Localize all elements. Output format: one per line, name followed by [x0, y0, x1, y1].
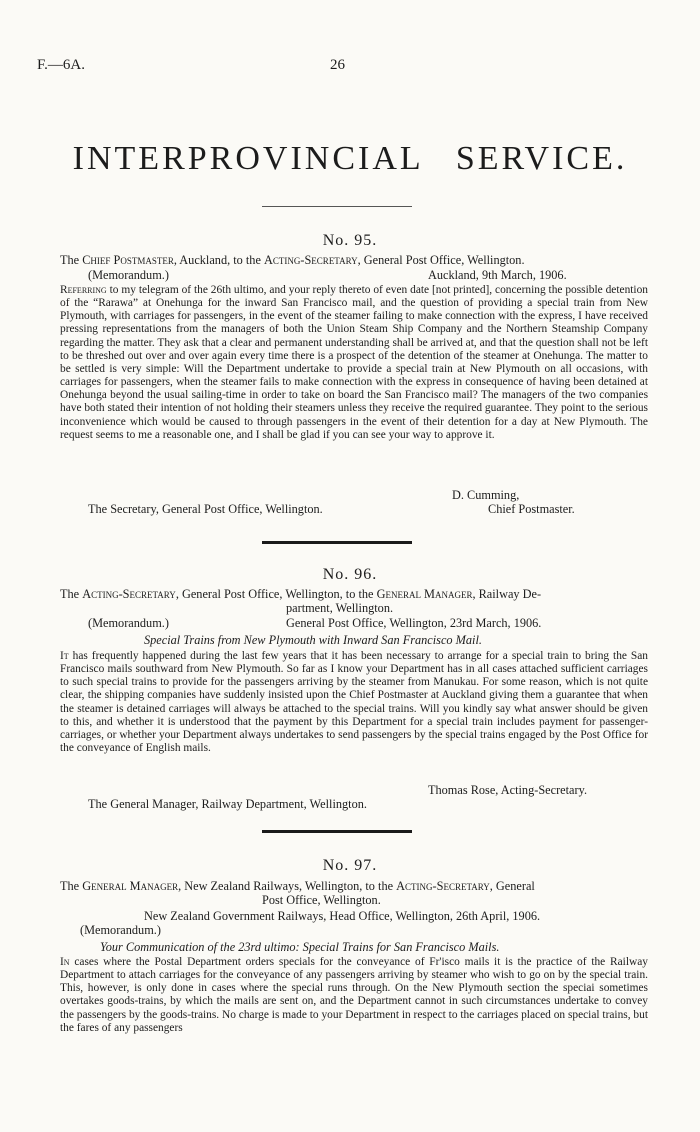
- title-divider: [262, 206, 412, 207]
- divider-96-97: [262, 830, 412, 833]
- letter-95-place-date: Auckland, 9th March, 1906.: [428, 268, 567, 282]
- letter-96-signature: Thomas Rose, Acting-Secretary.: [428, 783, 588, 797]
- letter-95-address: The Chief Postmaster, Auckland, to the Acting-Secretary, General Post Office, Wellington.: [60, 253, 525, 267]
- letter-97-subject: Your Communication of the 23rd ultimo: Special Trains for San Francisco Mails.: [100, 940, 500, 954]
- page-header-ref: F.—6A.: [37, 57, 85, 73]
- letter-97-address-line1: The General Manager, New Zealand Railways, Wellington, to the Acting-Secretary, General: [60, 879, 535, 893]
- letter-97-place-date: New Zealand Government Railways, Head Office, Wellington, 26th April, 1906.: [144, 909, 541, 923]
- letter-96-body: It has frequently happened during the last few years that it has been necessary to arrange for a special train to bring the San Francisco mails southward from New Plymouth. So far as I know your Department has in all cases attached sufficient carriages to such special trains to provide for the passengers arriving by the steamer from Manukau. For some reason, which is not quite clear, the shipping companies have suddenly insisted upon the Chief Postmaster at Auckland giving them a guarantee that when the steamer is detained carriages will always be attached to the special trains. Will you kindly say what answer should be given to this, and whether it is understood that the payment by this Department for a special train includes payment for passenger-carriages, or whether your Department always undertakes to send passengers by the special trains engaged by the Post Office for the conveyance of English mails.: [60, 650, 648, 755]
- letter-96-address-line2: partment, Wellington.: [286, 601, 394, 615]
- letter-95-recipient: The Secretary, General Post Office, Wellington.: [88, 502, 323, 516]
- letter-95-body: Referring to my telegram of the 26th ultimo, and your reply thereto of even date [not printed], concerning the possible detention of the “Rarawa” at Onehunga for the inward San Francisco mail, and the question of providing a special train from New Plymouth, with carriages for passengers, in the event of the steamer failing to make connection with the express, I have received pressing representations from the managers of both the Union Steam Ship Company and the Northern Steamship Company regarding the matter. They ask that a clear and permanent understanding shall be arrived at, and that the question shall not be left to be threshed out over and over again every time there is a prospect of the detention of the steamer at Onehunga. The matter to be settled is very simple: Will the Department undertake to provide a special train at New Plymouth on all occasions, with carriages for passengers, when the steamer fails to make connection with the express in consequence of having been detained at Onehunga beyond the usual sailing-time in order to take on board the San Francisco mail? The managers of the two companies have both stated their intention of not holding their steamers unless they receive the required guarantee. They point to the serious inconvenience which would be caused to through passengers in the event of their detention for a day at New Plymouth. The request seems to me a reasonable one, and I shall be glad if you can see your way to approve it.: [60, 284, 648, 441]
- letter-96-subject: Special Trains from New Plymouth with Inward San Francisco Mail.: [144, 633, 482, 647]
- page-title: INTERPROVINCIAL SERVICE.: [72, 140, 628, 177]
- letter-96-number: No. 96.: [322, 566, 378, 583]
- letter-95-signature-title: Chief Postmaster.: [488, 502, 575, 516]
- letter-97-memo: (Memorandum.): [80, 923, 161, 937]
- divider-95-96: [262, 541, 412, 544]
- letter-96-address-line1: The Acting-Secretary, General Post Office, Wellington, to the General Manager, Railway De-: [60, 587, 542, 601]
- letter-95-memo: (Memorandum.): [88, 268, 169, 282]
- page-number: 26: [330, 57, 345, 73]
- letter-97-body: In cases where the Postal Department orders specials for the conveyance of Fr'isco mails it is the practice of the Railway Department to attach carriages for the conveyance of any passengers arriving by steamer who wish to go on by the special train. This, however, is only done in cases where the special runs through. On the New Plymouth section the speciai sometimes overtakes goods-trains, by which the mails are sent on, and the Department cannot in such circumstances undertake to convey the passengers by the goods-trains. No charge is made to your Department in respect to the carriages placed on special trains, but the fares of any passengers: [60, 956, 648, 1034]
- letter-96-memo: (Memorandum.): [88, 616, 169, 630]
- letter-95-number: No. 95.: [322, 232, 378, 249]
- letter-96-recipient: The General Manager, Railway Department, Wellington.: [88, 797, 367, 811]
- letter-95-signature-name: D. Cumming,: [452, 488, 520, 502]
- letter-97-address-line2: Post Office, Wellington.: [262, 893, 381, 907]
- letter-97-number: No. 97.: [322, 857, 378, 874]
- letter-96-place-date: General Post Office, Wellington, 23rd March, 1906.: [286, 616, 542, 630]
